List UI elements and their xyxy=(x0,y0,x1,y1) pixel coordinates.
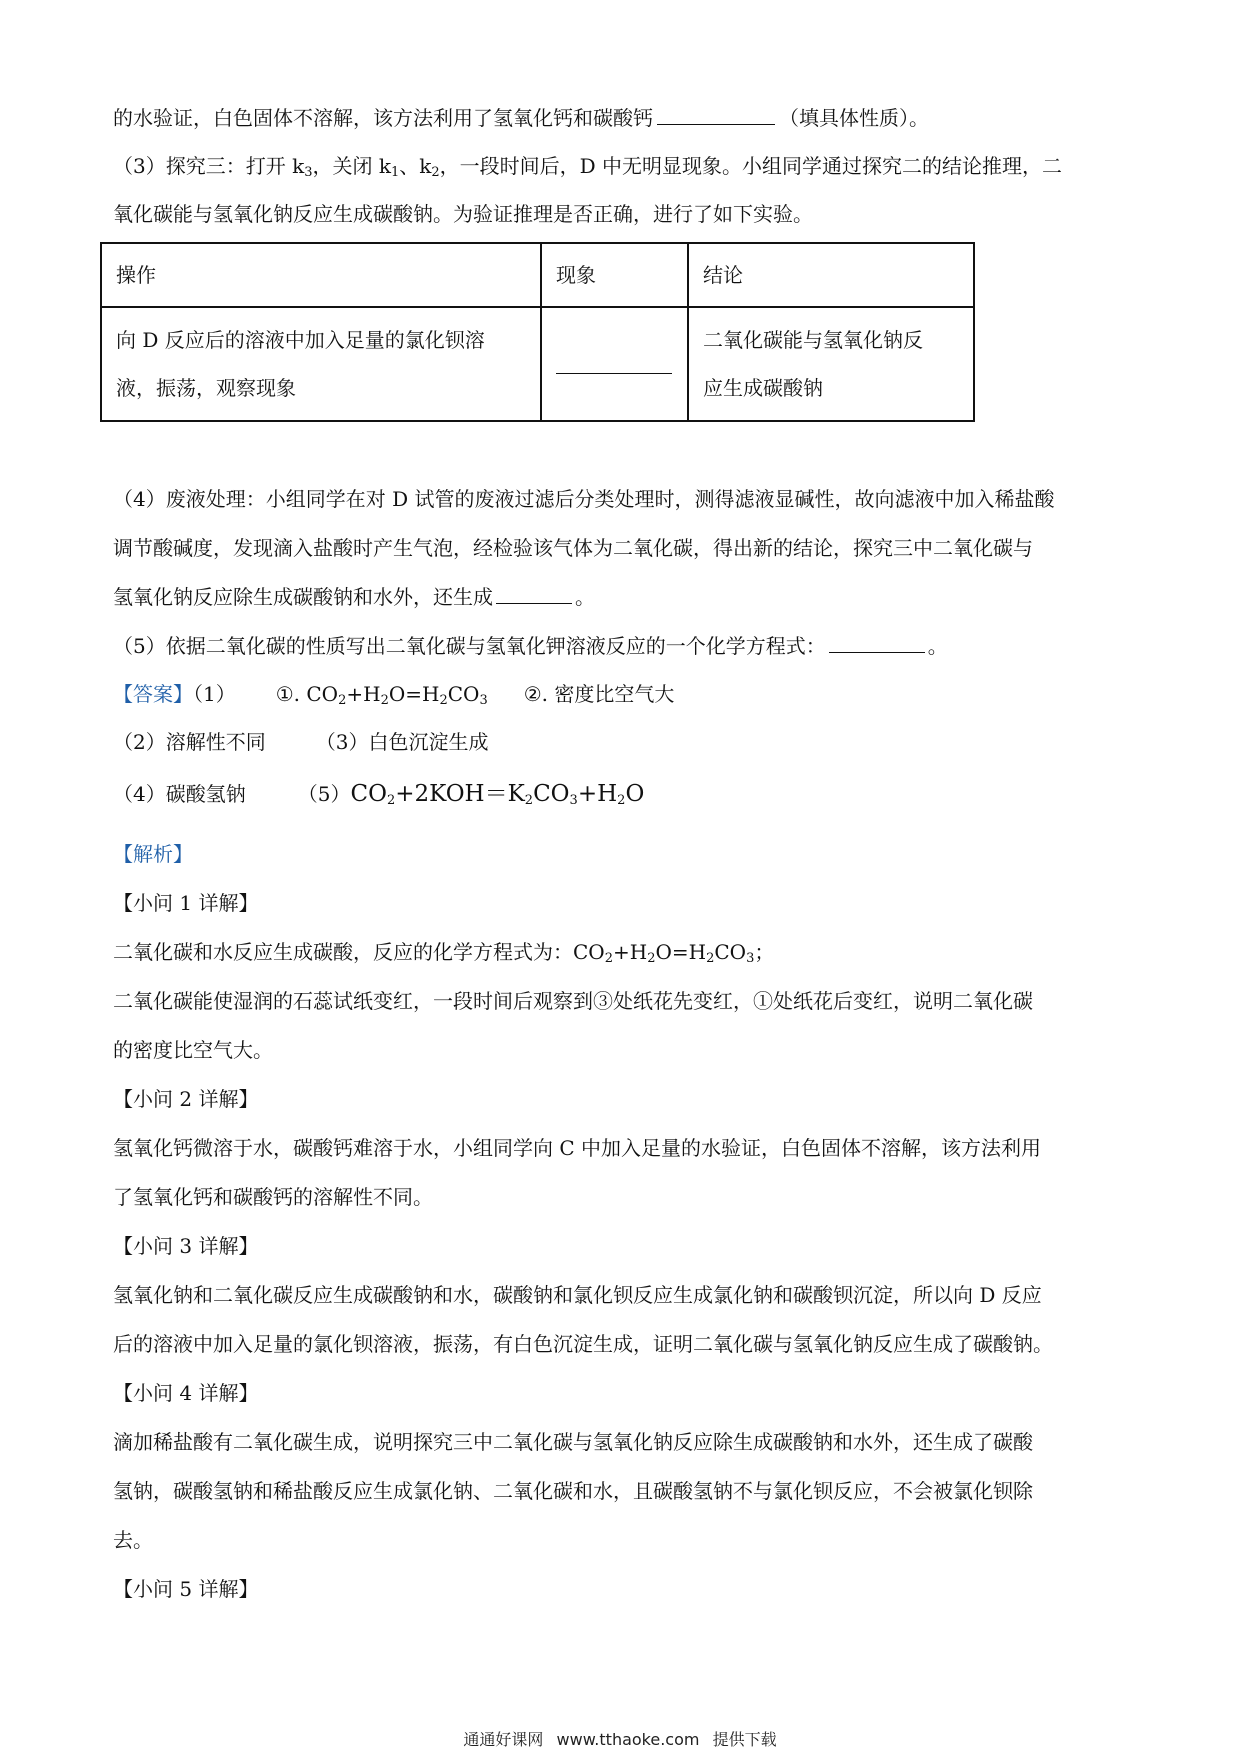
analysis-p3-line2: 后的溶液中加入足量的氯化钡溶液，振荡，有白色沉淀生成，证明二氧化碳与氢氧化钠反应生成了碳酸钠。 xyxy=(113,1332,1053,1356)
analysis-heading-2: 【小问 2 详解】 xyxy=(113,1087,259,1111)
analysis-p3-line1: 氢氧化钠和二氧化碳反应生成碳酸钠和水，碳酸钠和氯化钡反应生成氯化钠和碳酸钡沉淀，所以向 D 反应 xyxy=(113,1283,1042,1307)
q3-intro-line: （3）探究三：打开 $k_3$，关闭 $k_1$、$k_2$，一段时间后，D 中无明显现象。小组同学通过探究二的结论推理，二 xyxy=(113,154,1063,180)
table-header-phenomenon: 现象 xyxy=(541,243,688,307)
q2-tail-text: 的水验证，白色固体不溶解，该方法利用了氢氧化钙和碳酸钙 xyxy=(113,106,653,130)
analysis-p1-line2: 二氧化碳能使湿润的石蕊试纸变红，一段时间后观察到③处纸花先变红，①处纸花后变红，说明二氧化碳 xyxy=(113,989,1033,1013)
table-cell-phenomenon xyxy=(541,307,688,421)
table-row xyxy=(101,307,974,421)
table-header-conclusion: 结论 xyxy=(688,243,974,307)
analysis-p4-line1: 滴加稀盐酸有二氧化碳生成，说明探究三中二氧化碳与氢氧化钠反应除生成碳酸钠和水外，还生成了碳酸 xyxy=(113,1430,1033,1454)
answer-line-2 xyxy=(113,728,488,756)
answer-line-3: （4）碳酸氢钠 $(5)CO_2+2KOH=K_2CO_3+H_2O$ xyxy=(113,781,645,808)
analysis-p1-line3: 的密度比空气大。 xyxy=(113,1038,273,1062)
phenomenon-answer-blank[interactable] xyxy=(556,355,672,374)
answer-3: （3）白色沉淀生成 xyxy=(315,730,489,754)
analysis-p1-line1: 二氧化碳和水反应生成碳酸，反应的化学方程式为：$CO_2+H_2O=H_2CO_3$； xyxy=(113,940,775,966)
answer-1-item-2: ②. 密度比空气大 xyxy=(523,682,675,706)
analysis-heading-3: 【小问 3 详解】 xyxy=(113,1234,259,1258)
q5-answer-blank[interactable] xyxy=(829,634,925,653)
q4-line2: 调节酸碱度，发现滴入盐酸时产生气泡，经检验该气体为二氧化碳，得出新的结论，探究三中二氧化碳与 xyxy=(113,536,1033,560)
table-header-row xyxy=(101,243,974,307)
answer-label: 【答案】 xyxy=(113,682,193,706)
table-cell-conclusion: 二氧化碳能与氢氧化钠反 应生成碳酸钠 xyxy=(688,307,974,421)
q4-line1: （4）废液处理：小组同学在对 D 试管的废液过滤后分类处理时，测得滤液显碱性，故向滤液中加入稀盐酸 xyxy=(113,487,1055,511)
analysis-heading-5: 【小问 5 详解】 xyxy=(113,1577,259,1601)
analysis-p2-line2: 了氢氧化钙和碳酸钙的溶解性不同。 xyxy=(113,1185,433,1209)
q4-line3: 氢氧化钠反应除生成碳酸钠和水外，还生成 。 xyxy=(113,585,595,609)
q3-line2: 氧化碳能与氢氧化钠反应生成碳酸钠。为验证推理是否正确，进行了如下实验。 xyxy=(113,202,813,226)
footer-site-name: 通通好课网 xyxy=(463,1730,544,1749)
table-header-operation: 操作 xyxy=(101,243,541,307)
analysis-p4-line3: 去。 xyxy=(113,1528,153,1552)
experiment-table xyxy=(100,242,975,422)
q5-line: （5）依据二氧化碳的性质写出二氧化碳与氢氧化钾溶液反应的一个化学方程式： 。 xyxy=(113,634,948,658)
q2-answer-blank[interactable] xyxy=(657,106,775,125)
analysis-heading-1: 【小问 1 详解】 xyxy=(113,891,259,915)
analysis-p4-line2: 氢钠，碳酸氢钠和稀盐酸反应生成氯化钠、二氧化碳和水，且碳酸氢钠不与氯化钡反应，不会被氯化钡除 xyxy=(113,1479,1033,1503)
footer-url-link[interactable]: www.tthaoke.com xyxy=(556,1730,700,1749)
answer-5-equation: $CO_2+2KOH=K_2CO_3+H_2O$ xyxy=(350,781,645,808)
q2-hint: （填具体性质）。 xyxy=(779,106,929,130)
analysis-label: 【解析】 xyxy=(113,842,193,866)
analysis-p2-line1: 氢氧化钙微溶于水，碳酸钙难溶于水，小组同学向 C 中加入足量的水验证，白色固体不溶解，该方法利用 xyxy=(113,1136,1042,1160)
answer-2: （2）溶解性不同 xyxy=(113,730,266,754)
footer-suffix: 提供下载 xyxy=(712,1730,777,1749)
q2-tail-line xyxy=(113,104,929,132)
table-cell-operation: 向 D 反应后的溶液中加入足量的氯化钡溶 液，振荡，观察现象 xyxy=(101,307,541,421)
page-footer xyxy=(0,1727,1240,1750)
answer-4: （4）碳酸氢钠 xyxy=(113,782,246,806)
q4-answer-blank[interactable] xyxy=(496,585,572,604)
analysis-heading-4: 【小问 4 详解】 xyxy=(113,1381,259,1405)
answer-line-1: 【答案】（1） ①. $CO_2+H_2O=H_2CO_3$ ②. 密度比空气大 xyxy=(113,682,675,708)
